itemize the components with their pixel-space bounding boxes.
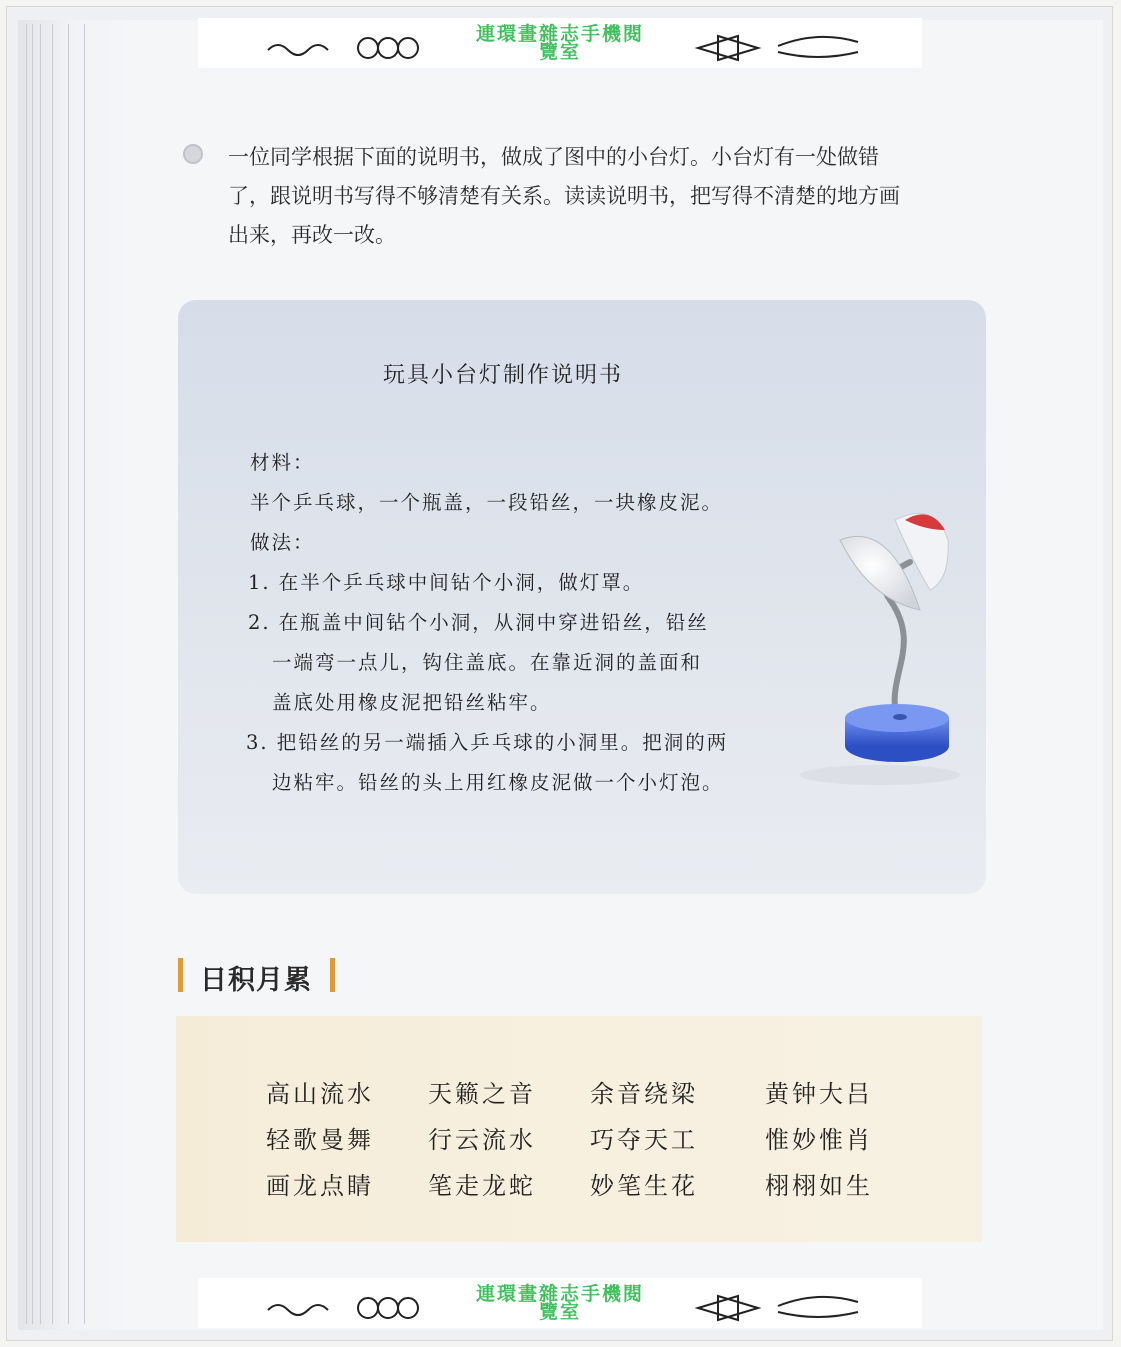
section-accent-bar [330, 958, 335, 992]
watermark-banner-top [198, 18, 922, 68]
idiom-item: 惟妙惟肖 [765, 1126, 873, 1154]
exercise-instruction [228, 138, 990, 255]
idiom-item: 行云流水 [428, 1126, 536, 1154]
method-heading: 做法： [250, 531, 315, 554]
step-2-cont: 盖底处用橡皮泥把铅丝粘牢。 [272, 691, 552, 714]
toy-lamp-illustration [800, 500, 980, 790]
watermark-text: 連環畫雜志手機閱 [475, 23, 644, 45]
idiom-item: 栩栩如生 [765, 1172, 873, 1200]
step-3: 3. 把铅丝的另一端插入乒乓球的小洞里。把洞的两 [246, 731, 729, 754]
instruction-line: 了，跟说明书写得不够清楚有关系。读读说明书，把写得不清楚的地方画 [228, 184, 900, 208]
section-accent-bar [178, 958, 183, 992]
idiom-item: 画龙点睛 [266, 1172, 374, 1200]
idiom-item: 妙笔生花 [590, 1172, 698, 1200]
watermark-text: 連環畫雜志手機閱 [475, 1283, 644, 1305]
idiom-item: 高山流水 [266, 1080, 374, 1108]
step-2-cont: 一端弯一点儿，钩住盖底。在靠近洞的盖面和 [272, 651, 703, 674]
watermark-banner-bottom [198, 1278, 922, 1328]
idiom-item: 巧夺天工 [590, 1126, 698, 1154]
instruction-line: 出来，再改一改。 [228, 223, 396, 247]
watermark-text: 覽室 [538, 41, 581, 63]
idiom-item: 黄钟大吕 [765, 1080, 873, 1108]
idiom-item: 余音绕梁 [590, 1080, 698, 1108]
question-bullet-icon [183, 144, 203, 164]
instruction-line: 一位同学根据下面的说明书，做成了图中的小台灯。小台灯有一处做错 [228, 145, 879, 169]
section-title: 日积月累 [200, 965, 312, 996]
idiom-item: 轻歌曼舞 [266, 1126, 374, 1154]
step-3-cont: 边粘牢。铅丝的头上用红橡皮泥做一个小灯泡。 [272, 771, 724, 794]
materials-heading: 材料： [250, 451, 315, 474]
materials-list: 半个乒乓球，一个瓶盖，一段铅丝，一块橡皮泥。 [250, 491, 724, 514]
manual-title: 玩具小台灯制作说明书 [382, 363, 623, 388]
idiom-item: 天籁之音 [428, 1080, 536, 1108]
idiom-item: 笔走龙蛇 [428, 1172, 536, 1200]
step-1: 1. 在半个乒乓球中间钻个小洞，做灯罩。 [248, 571, 645, 594]
step-2: 2. 在瓶盖中间钻个小洞，从洞中穿进铅丝，铅丝 [248, 611, 709, 634]
page-binding-edges [22, 24, 92, 1324]
watermark-text: 覽室 [538, 1301, 581, 1323]
